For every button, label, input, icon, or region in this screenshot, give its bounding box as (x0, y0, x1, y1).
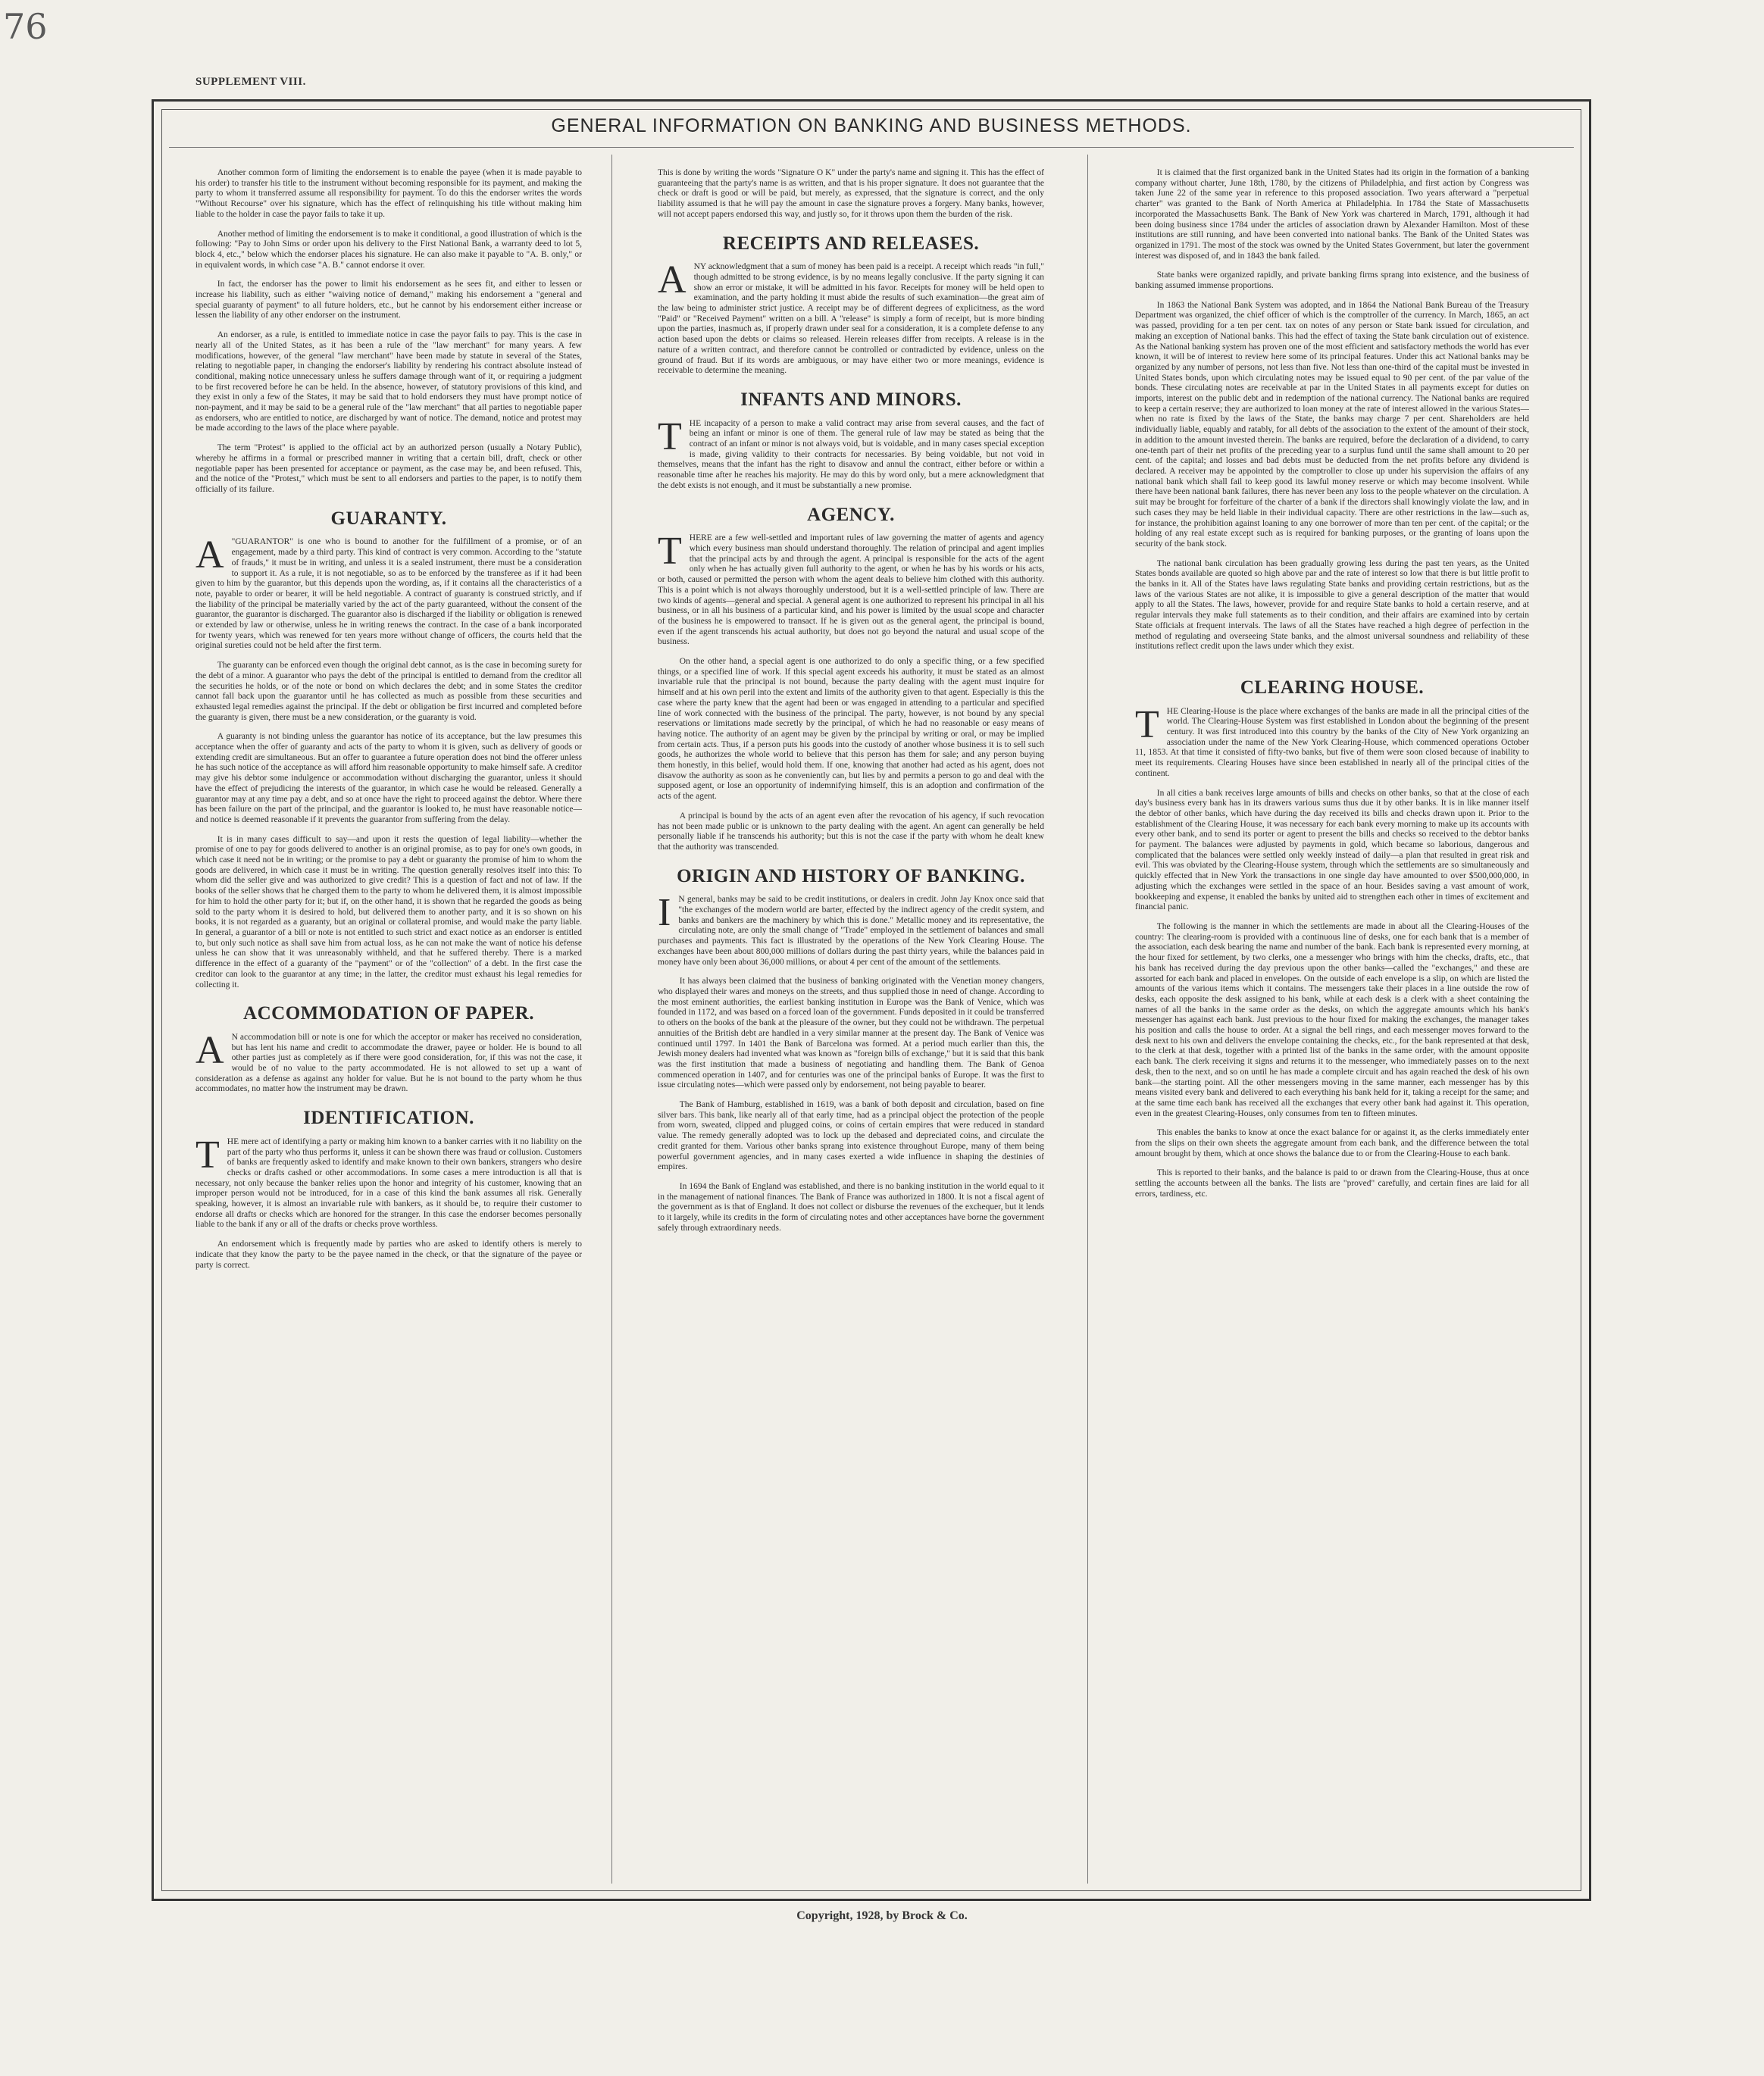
paragraph: On the other hand, a special agent is one authorized to do only a specific thing, or a few specified things, or a specified line of work. If this special agent exceeds his authority, it must be stated as an almost invariable rule that the principal is not bound, because the party dealing with the agent must inquire for himself and at his own peril into the extent and limits of the authority given to that agent. Especially is this the case where the party knew that the agent had been or was engaged in attending to a particular and specified line of work connected with the business of the principal. The party, however, is not bound by any special reservations or limitations made secretly by the principal, of which he had no reasonable or easy means of having notice. The authority of an agent may be given by the principal by writing or oral, or may be implied from certain acts. Thus, if a person puts his goods into the custody of another whose business it is to sell such goods, he authorizes the whole world to believe that this person has them for sale; and any person buying them honestly, in this belief, would hold them. If one, knowing that another had acted as his agent, does not disavow the authority as soon as he conveniently can, but lies by and permits a person to go and deal with the supposed agent, or lose an opportunity of indemnifying himself, this is an adoption and confirmation of the acts of the agent. (658, 657, 1044, 802)
paragraph: The Bank of Hamburg, established in 1619, was a bank of both deposit and circulation, based on fine silver bars. This bank, like nearly all of that early time, had as a principal object the protection of the people from worn, sweated, clipped and plugged coins, or coins of certain empires that were reduced in standard value. The remedy generally adopted was to lock up the debased and depreciated coins, and circulate the credit granted for them. Various other banks sprang into existence throughout Europe, many of them being powerful government agencies, and in many cases exerted a wide influence in shaping the destinies of empires. (658, 1100, 1044, 1172)
paragraph: It is in many cases difficult to say—and upon it rests the question of legal liability—whether the promise of one to pay for goods delivered to another is an original promise, as to pay for one's own goods, in which case it need not be in writing; or the promise to pay a debt or guaranty the promise of him to whom the goods are delivered, in which case it must be in writing. The question generally resolves itself into this: To whom did the seller give and was authorized to give credit? This is a question of fact and not of law. If the books of the seller shows that he charged them to the party to whom he delivered them, it is almost impossible for him to hold the other party for it; but if, on the other hand, it is shown that he regarded the goods as being sold to the party whom it is desired to hold, but delivered them to another party, and it is so shown on his books, it is not regarded as a guaranty, but an original or collateral promise, and would make the party liable. In general, a guarantor of a bill or note is not entitled to such strict and exact notice as an endorser is entitled to, but only such notice as shall save him from actual loss, as he can not make the want of notice his defense unless he can show that it was unreasonably withheld, and that he suffered thereby. There is a marked difference in the effect of a guaranty of the "payment" or of the "collection" of a debt. In the first case the creditor can look to the guarantor at any time; in the latter, the creditor must exhaust his legal remedies for collecting it. (195, 834, 582, 990)
drop-cap: T (1135, 702, 1159, 746)
section-heading-infants: INFANTS AND MINORS. (740, 389, 962, 410)
column-3 (1135, 168, 1529, 1884)
page-frame (152, 99, 1591, 1901)
section-heading-identification: IDENTIFICATION. (303, 1108, 474, 1129)
section-heading-guaranty: GUARANTY. (330, 508, 447, 529)
paragraph: The term "Protest" is applied to the official act by an authorized person (usually a Notary Public), whereby he affirms in a formal or prescribed manner in writing that a certain bill, draft, check or other negotiable paper has been presented for acceptance or payment, as the case may be, and been refused. This, and the notice of the "Protest," which must be sent to all endorsers and parties to the paper, is to notify them officially of its failure. (195, 443, 582, 494)
section-heading-clearing-house: CLEARING HOUSE. (1240, 677, 1425, 698)
paragraph-text: N accommodation bill or note is one for which the acceptor or maker has received no consideration, but has lent his name and credit to accommodate the drawer, payee or holder. He is bound to all other parties just as completely as if there were good consideration, for, if this was not the case, it would be of no value to the party accommodated. He is not allowed to set up a want of consideration as a defense as against any holder for value. But he is not bound to the party whom he thus accommodates, no matter how the instrument may be drawn. (195, 1032, 582, 1094)
paragraph: This is reported to their banks, and the balance is paid to or drawn from the Clearing-House, thus at once settling the accounts between all the banks. The lists are "proved" carefully, and certain fines are laid for all errors, tardiness, etc. (1135, 1168, 1529, 1199)
paragraph-text: HE mere act of identifying a party or making him known to a banker carries with it no liability on the part of the party who thus performs it, unless it can be shown there was fraud or collusion. Customers of banks are frequently asked to identify and make known to their own bankers, strangers who desire checks or drafts cashed or other accommodations. In some cases a mere introduction is all that is necessary, not only because the banker relies upon the honor and integrity of his customer, knowing that an improper person would not be introduced, for in a case of this kind the bank assumes all risk. Generally speaking, however, it is almost an invariable rule with bankers, as it should be, to require their customer to endorse all drafts or checks which are honored for the stranger. In this case the endorser becomes personally liable to the bank if any or all of the drafts or checks prove worthless. (195, 1136, 582, 1230)
page-number: 76 (3, 6, 48, 47)
supplement-label: SUPPLEMENT VIII. (195, 76, 306, 88)
drop-cap: T (658, 414, 682, 458)
paragraph: Another method of limiting the endorsement is to make it conditional, a good illustration of which is the following: "Pay to John Sims or order upon his delivery to the First National Bank, a warranty deed to lot 5, block 4, etc.," below which the endorser places his signature. He can also make it payable to "A. B. only," or in equivalent words, in which case "A. B." cannot endorse it over. (195, 229, 582, 270)
paragraph: The guaranty can be enforced even though the original debt cannot, as is the case in becoming surety for the debt of a minor. A guarantor who pays the debt of the principal is entitled to demand from the creditor all the securities he holds, or of the note or bond on which declares the debt; and in some States the creditor cannot fall back upon the guarantor until he has collected as much as possible from these securities and exhausted legal remedies against the principal. If the debt or obligation be first incurred and completed before the guaranty is given, there must be a new consideration, or the guaranty is void. (195, 661, 582, 722)
drop-cap: T (195, 1133, 220, 1177)
paragraph: In all cities a bank receives large amounts of bills and checks on other banks, so that at the close of each day's business every bank has in its drawers various sums thus due it by other banks. It is in like manner itself the debtor of other banks, which have during the day received its bills and checks drawn upon it. Prior to the establishment of the Clearing House, it was necessary for each bank every morning to make up its accounts with every other bank, and to send its porter or agent to present the bills and checks so received to the debtor banks for payment. The balances were adjusted by payments in gold, which became so laborious, dangerous and complicated that the balances were settled only weekly instead of daily—a plan that resulted in great risk and evil. This was obviated by the Clearing-House system, through which the settlements are so simultaneously and quickly effected that in New York the transactions in one single day have amounted to over $500,000,000, in adjusting which the exchanges were settled in the space of an hour. Besides saving a vast amount of work, bookkeeping and expense, it enabled the banks by united aid to strengthen each other in times of excitement and financial panic. (1135, 788, 1529, 912)
drop-cap: A (195, 1028, 224, 1072)
paragraph: This is done by writing the words "Signature O K" under the party's name and signing it. This has the effect of guaranteeing that the party's name is as written, and that is his proper signature. It does not guarantee that the check or draft is good or will be paid, but merely, as expressed, that the signature is correct, and the only liability assumed is that he will pay the amount in case the signature proves a forgery. Many banks, however, will not accept papers endorsed this way, and justly so, for it throws upon them the burden of the risk. (658, 168, 1044, 219)
paragraph: State banks were organized rapidly, and private banking firms sprang into existence, and the business of banking assumed immense proportions. (1135, 270, 1529, 291)
paragraph-text: NY acknowledgment that a sum of money has been paid is a receipt. A receipt which reads "in full," though admitted to be strong evidence, is by no means legally conclusive. If the party signing it can show an error or mistake, it will be admitted in his favor. Receipts for money will be held open to examination, and the party holding it must abide the results of such examination—the great aim of the law being to administer strict justice. A receipt may be of different degrees of explicitness, as the word "Paid" or "Received Payment" written on a bill. A "release" is simply a form of receipt, but is more binding upon the parties, inasmuch as, if properly drawn under seal for a consideration, it is a complete defense to any action based upon the debts or claims so released. Herein releases differ from receipts. A release is in the nature of a written contract, and therefore cannot be controlled or contradicted by evidence, unless on the ground of fraud. But if its words are ambiguous, or may have either two or more meanings, evidence is receivable to determine the meaning. (658, 262, 1044, 376)
paragraph-text: HE Clearing-House is the place where exchanges of the banks are made in all the principal cities of the world. The Clearing-House System was first established in London about the beginning of the present century. It was first introduced into this country by the banks of the City of New York organizing an association under the name of the New York Clearing-House, which commenced operations October 11, 1853. At that time it consisted of fifty-two banks, but five of them were soon closed because of inability to meet its requirements. Clearing Houses have since been established in nearly all of the principal cities of the continent. (1135, 706, 1529, 778)
paragraph: A principal is bound by the acts of an agent even after the revocation of his agency, if such revocation has not been made public or is unknown to the party dealing with the agent. An agent can generally be held personally liable if he transcends his authority; but this is not the case if the party with whom he dealt knew that the authority was transcended. (658, 811, 1044, 852)
paragraph: In 1694 the Bank of England was established, and there is no banking institution in the world equal to it in the management of national finances. The Bank of France was authorized in 1800. It is not a fiscal agent of the government as is that of England. It does not collect or disburse the revenues of the exchequer, but it lends to it largely, while its credits in the form of circulating notes and other acceptances have borne the government safely through extraordinary needs. (658, 1181, 1044, 1233)
paragraph (658, 414, 1044, 492)
column-1 (195, 168, 582, 1884)
paragraph (195, 533, 582, 652)
paragraph-text: HERE are a few well-settled and important rules of law governing the matter of agents and agency which every business man should understand thoroughly. The relation of principal and agent implies that the principal acts by and through the agent. A principal is responsible for the acts of the agent only when he has actually given full authority to the agent, or when he has by his words or his acts, or both, caused or permitted the person with whom the agent deals to believe him clothed with this authority. This is a point which is not always thoroughly understood, but it is a well-settled principle of law. There are two kinds of agents—general and special. A general agent is one authorized to represent his principal in all his business, or in all his business of a particular kind, and his power is limited by the usual scope and character of the business he is empowered to transact. If he is given out as the general agent, the principal is bound, even if the agent transcends his actual authority, but does not go beyond the natural and usual scope of the business. (658, 533, 1044, 647)
section-heading-agency: AGENCY. (807, 504, 895, 525)
paragraph (1135, 702, 1529, 780)
paragraph: In fact, the endorser has the power to limit his endorsement as he sees fit, and either to lessen or increase his liability, such as either "waiving notice of demand," making his endorsement a "general and special guaranty of payment" to all future holders, etc., but he cannot by his endorsement either increase or lessen the liability of any other endorser on the instrument. (195, 280, 582, 320)
drop-cap: A (195, 533, 224, 577)
column-divider-2 (1087, 155, 1088, 1884)
paragraph: In 1863 the National Bank System was adopted, and in 1864 the National Bank Bureau of the Treasury Department was organized, the chief officer of which is the comptroller of the currency. In March, 1865, an act was passed, providing for a ten per cent. tax on notes of any person or State bank issued for circulation, and making an exception of National banks. This had the effect of taxing the State bank circulation out of existence. As the National banking system has proven one of the most efficient and satisfactory methods the world has ever known, it will be of interest to review here some of its principal features. Under this act National banks may be organized by any number of persons, not less than five. Not less than one-third of the capital must be invested in United States bonds, upon which circulating notes may be issued equal to 90 per cent. of the par value of the bonds. These circulating notes are receivable at par in the United States in all payments except for duties on imports, interest on the public debt and in redemption of the national currency. The National banks are required to keep a certain reserve; they are authorized to loan money at the rate of interest allowed in the various States—when no rate is fixed by the laws of the State, the banks may charge 7 per cent. Shareholders are held individually liable, equably and ratably, for all debts of the association to the extent of the amount of their stock, in addition to the amount invested therein. The banks are required, before the declaration of a dividend, to carry one-tenth part of their net profits of the preceding year to a surplus fund until the same shall amount to 20 per cent. of the capital; and losses and bad debts must be deducted from the net profits before any dividend is declared. A receiver may be appointed by the comptroller to close up under his supervision the affairs of any national bank which shall fail to keep good its lawful money reserve or which may become insolvent. While there have been national bank failures, there has never been any loss to the people whatever on the circulation. A suit may be brought for forfeiture of the charter of a bank if the directors shall knowingly violate the law, and in such cases they may be held liable in their individual capacity. There are other restrictions in the law—such as, for instance, the prohibition against loaning to any one borrower of more than ten per cent. of the capital; or the holding of any real estate except such as is required for banking purposes, or the granting of loans upon the security of the bank stock. (1135, 300, 1529, 549)
paragraph (658, 530, 1044, 648)
paragraph (195, 1028, 582, 1095)
paragraph (658, 258, 1044, 377)
paragraph: An endorser, as a rule, is entitled to immediate notice in case the payor fails to pay. This is the case in nearly all of the United States, as it has been a rule of the "law merchant" for many years. A few modifications, however, of the general "law merchant" have been made by statute in several of the States, relating to negotiable paper, in changing the endorser's liability by rendering his contract absolute instead of conditional, making notice unnecessary unless he suffers damage through want of it, or requiring a judgment to be first recovered before he can be held. In the absence, however, of statutory provisions of this kind, and they exist in only a few of the States, it may be said that to hold endorsers they must have prompt notice of non-payment, and it may be said to be a general rule of the "law merchant" that all parties to negotiable paper as endorsers, who are entitled to notice, are discharged by want of notice. The demand, notice and protest may be made according to the laws of the place where payable. (195, 330, 582, 433)
page-title: GENERAL INFORMATION ON BANKING AND BUSINESS METHODS. (551, 115, 1192, 136)
drop-cap: I (658, 891, 671, 935)
paragraph: An endorsement which is frequently made by parties who are asked to identify others is merely to indicate that they know the party to be the payee named in the check, or that the signature of the payee or party is correct. (195, 1240, 582, 1270)
paragraph: Another common form of limiting the endorsement is to enable the payee (when it is made payable to his order) to transfer his title to the instrument without becoming responsible for its payment, and making the party to whom it transferred assume all responsibility for payment. To do this the endorser writes the words "Without Recourse" over his signature, which has the effect of relinquishing his title without making him liable to the holder in case the payor fails to take it up. (195, 168, 582, 219)
section-heading-receipts: RECEIPTS AND RELEASES. (722, 233, 980, 254)
paragraph (195, 1133, 582, 1230)
masthead-rule (169, 147, 1574, 148)
column-2 (658, 168, 1044, 1884)
paragraph-text: N general, banks may be said to be credit institutions, or dealers in credit. John Jay Knox once said that "the exchanges of the modern world are barter, effected by the indirect agency of the credit system, and banks and bankers are the machinery by which this is done." Metallic money and its representative, the circulating note, are only the small change of "Trade" employed in the settlement of balances and small purchases and payments. This fact is illustrated by the operations of the New York Clearing House. The exchanges have been about 800,000 millions of dollars during the past thirty years, while the balances paid in money have only been about 36,000 millions, or about 4 per cent of the amount of the settlements. (658, 895, 1044, 967)
paragraph-text: HE incapacity of a person to make a valid contract may arise from several causes, and the fact of being an infant or minor is one of them. The general rule of law may be stated as being that the contract of an infant or minor is not always void, but is voidable, and in many cases special exception is made, giving validity to their contracts for necessaries. By being voidable, but not void in themselves, means that the infant has the right to disavow and annul the contract, either before or within a reasonable time after he reaches his majority. He may do this by word only, but a mere acknowledgment that the debt exists is not enough, and it must be substantially a new promise. (658, 418, 1044, 490)
drop-cap: A (658, 258, 687, 302)
paragraph-text: "GUARANTOR" is one who is bound to another for the fulfillment of a promise, or of an engagement, made by a third party. This kind of contract is very common. According to the "statute of frauds," it must be in writing, and unless it is a sealed instrument, there must be a consideration to support it. As a rule, it is not negotiable, so as to be enforced by the transferee as if it had been given to him by the guarantor, but this depends upon the wording, as, if it contains all the characteristics of a note, payable to order or bearer, it will be held negotiable. A contract of guaranty is construed strictly, and if the liability of the principal be materially varied by the act of the party guaranteed, without the consent of the guarantor, the guarantor is discharged. The guarantor also is discharged if the liability or obligation is renewed or extended by law or otherwise, unless he in writing renews the contract. In the case of a bank incorporated for twenty years, which was renewed for ten years more without change of officers, the courts held that the original sureties could not be held after the first term. (195, 537, 582, 651)
section-heading-accommodation: ACCOMMODATION OF PAPER. (243, 1003, 534, 1024)
paragraph: A guaranty is not binding unless the guarantor has notice of its acceptance, but the law presumes this acceptance when the offer of guaranty and acts of the party to whom it is given, such as delivery of goods or extending credit are simultaneous. But an offer to guarantee a future operation does not bind the offerer unless he has such notice of the acceptance as will afford him reasonable opportunity to make himself safe. A creditor may give his debtor some indulgence or accommodation without discharging the guarantor, unless it should have the effect of prejudicing the interests of the guarantor, in which case he would be released. Generally a guarantor may at any time pay a debt, and so at once have the right to proceed against the debtor. Where there has been failure on the part of the principal, and the guarantor is looked to, he must have reasonable notice—and notice is deemed reasonable if it prevents the guarantor from suffering from the delay. (195, 732, 582, 824)
column-divider-1 (611, 155, 612, 1884)
paragraph: This enables the banks to know at once the exact balance for or against it, as the clerks immediately enter from the slips on their own sheets the aggregate amount from each bank, and the difference between the total amount brought by them, which at once shows the balance due to or from the Clearing-House to each bank. (1135, 1128, 1529, 1158)
copyright-notice: Copyright, 1928, by Brock & Co. (796, 1909, 968, 1922)
drop-cap: T (658, 530, 682, 574)
paragraph: It is claimed that the first organized bank in the United States had its origin in the formation of a banking company without charter, June 18th, 1780, by the citizens of Philadelphia, and first action by Congress was taken June 22 of the same year in reference to this proposed association. Two years afterward a "perpetual charter" was granted to the Bank of North America at Philadelphia. In 1784 the State of Massachusetts incorporated the Massachusetts Bank. The Bank of New York was chartered in March, 1791, although it had been doing business since 1784 under the articles of association drawn by Alexander Hamilton. Most of these institutions are still running, and have been converted into national banks. The Bank of the United States was organized in 1791. The most of the stock was owned by the United States Government, but later the government interest was disposed of, and in 1843 the bank failed. (1135, 168, 1529, 261)
paragraph: The following is the manner in which the settlements are made in about all the Clearing-Houses of the country: The clearing-room is provided with a continuous line of desks, one for each bank that is a member of the association, each desk bearing the name and number of the bank. Each bank is represented every morning, at the hour fixed for settlement, by two clerks, one a messenger who brings with him the checks, drafts, etc., that his bank has received during the day previous upon the other banks—called the "exchanges," and these are assorted for each bank and placed in envelopes. On the outside of each envelope is a slip, on which are listed the amounts of the various items which it contains. The messengers take their places in a line outside the row of desks, each opposite the desk assigned to his bank, while at each desk is a clerk with a sheet containing the names of all the banks in the same order as the desks, on which the aggregate amounts which his bank's messenger has against each bank. Just previous to the hour fixed for making the exchanges, the manager takes his position and calls the house to order. At a signal the bell rings, and each messenger moves forward to the desk next to his own and delivers the envelope containing the checks, etc., for the bank represented at that desk, to the clerk at that desk, together with a printed list of the banks in the same order, with the amount opposite each bank. The clerk receiving it signs and returns it to the messenger, who immediately passes on to the next desk, then to the next, and so on until he has made a complete circuit and has again reached the desk of his own bank—the starting point. All the other messengers moving in the same manner, each messenger has by this means visited every bank and delivered to each everything his bank held for it, taking a receipt for the same; and at the same time each bank has received all the exchanges that every other bank had against it. This operation, even in the greatest Clearing-Houses, only consumes from ten to fifteen minutes. (1135, 922, 1529, 1118)
section-heading-origin: ORIGIN AND HISTORY OF BANKING. (677, 865, 1025, 886)
paragraph (658, 891, 1044, 968)
paragraph: The national bank circulation has been gradually growing less during the past ten years, as the United States bonds available are quoted so high above par and the rate of interest so low that there is but little profit to the banks in it. All of the States have laws regulating State banks and providing certain restrictions, but as the laws of the various States are not alike, it is impossible to give a general description of the matter that would apply to all the States. The laws, however, provide for and require State banks to hold a certain reserve, and at regular intervals they make full statements as to their condition, and their affairs are examined into by certain State officials at frequent intervals. The laws of all the States have reached a high degree of perfection in the method of regulating and overseeing State banks, and the almost universal soundness and reliability of these institutions reflect credit upon the laws under which they exist. (1135, 558, 1529, 652)
paragraph: It has always been claimed that the business of banking originated with the Venetian money changers, who displayed their wares and moneys on the streets, and thus supplied those in need of change. According to the most eminent authorities, the earliest banking institution in Europe was the Bank of Venice, which was founded in 1172, and was based on a forced loan of the government. Funds deposited in it could be transferred to others on the books of the bank at the pleasure of the owner, but they could not be withdrawn. The perpetual annuities of the British debt are handled in a very similar manner at the present day. The Bank of Venice was continued until 1797. In 1401 the Bank of Barcelona was formed. At a period much earlier than this, the Jewish money dealers had invented what was known as "foreign bills of exchange," but it is said that this bank was the first institution that made a business of negotiating and handling them. The Bank of Genoa commenced operation in 1407, and for centuries was one of the principal banks of Europe. It was the first to issue circulating notes—which were passed only by endorsement, not being payable to bearer. (658, 977, 1044, 1090)
